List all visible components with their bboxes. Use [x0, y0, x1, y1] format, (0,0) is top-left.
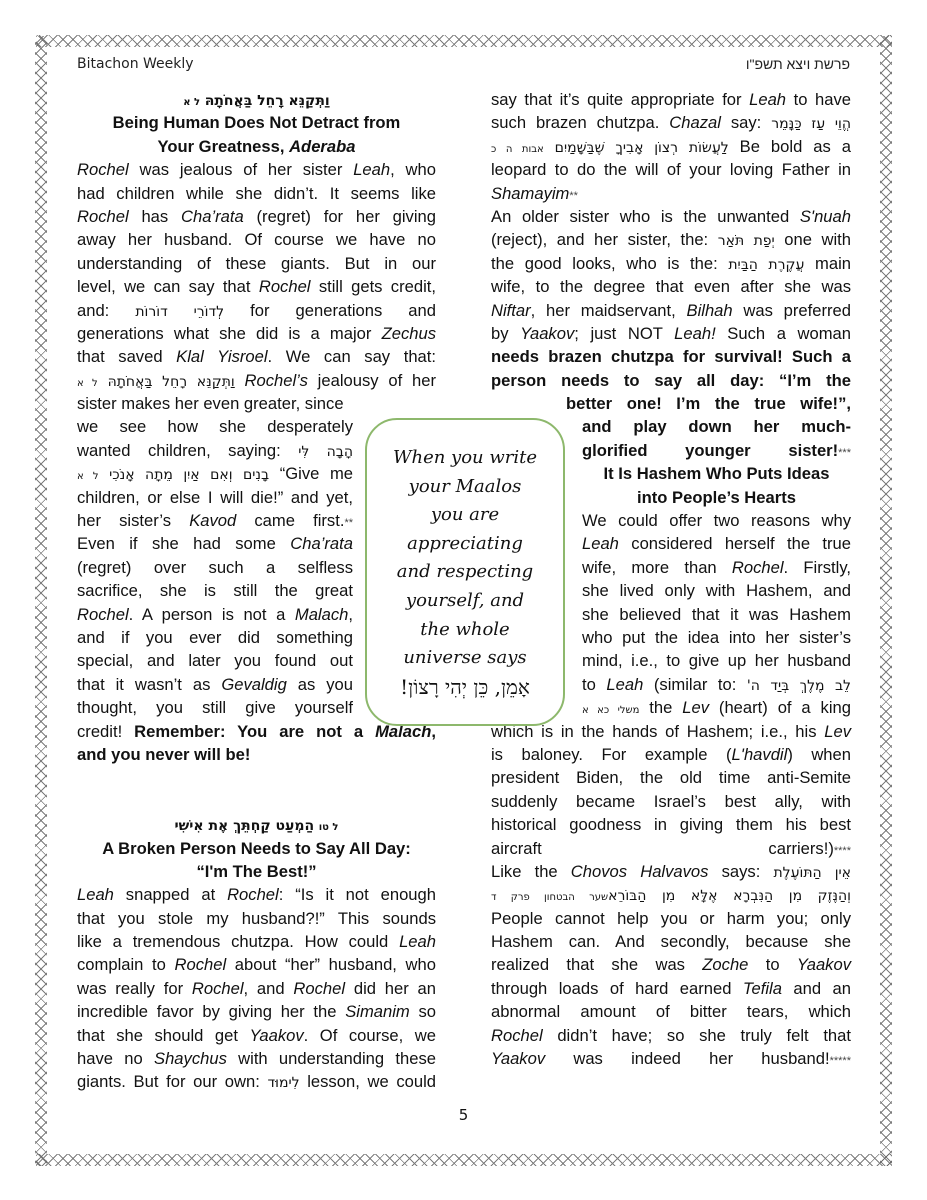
- paragraph-line: complain to Rochel about “her” husband, who: [77, 955, 436, 975]
- paragraph-line: that saved Klal Yisroel. We can say that:: [77, 347, 436, 367]
- paragraph-line: Leah snapped at Rochel: “Is it not enough: [77, 885, 436, 905]
- paragraph-line: who put the idea into her sister’s: [582, 627, 851, 647]
- paragraph-line: president Biden, the old time anti-Semite: [491, 768, 851, 788]
- paragraph-line: by Yaakov; just NOT Leah! Such a woman: [491, 323, 852, 343]
- paragraph-line: like a tremendous chutzpa. How could Leah: [77, 932, 436, 952]
- paragraph-line: mind, i.e., to give up her husband: [582, 651, 851, 671]
- paragraph-line: that it wasn’t as Gevaldig as you: [77, 674, 353, 694]
- paragraph-line: the good looks, who is the: עֲקֶרֶת הַבַּיִת main: [491, 253, 851, 273]
- paragraph-line: that she should get Yaakov. Of course, we: [77, 1025, 437, 1045]
- section-heading: Your Greatness, Aderaba: [157, 136, 356, 156]
- paragraph-line: children, or else I will die!” and yet,: [77, 487, 353, 507]
- paragraph-line: אבות ה כ לַעֲשׂוֹת רְצוֹן אָבִיךָ שֶׁבַּשָּׁמַיִם Be bold as a: [491, 136, 851, 156]
- paragraph-line: וְהַנֶּזֶק מִן הַנִּבְרָא אֶלָּא מִן הַבּוֹרֵאשער הבטחון פרק ד: [491, 888, 851, 905]
- paragraph-line: and if you ever did something: [77, 627, 353, 647]
- paragraph-line: Rochel has Cha’rata (regret) for her giving: [77, 206, 436, 226]
- paragraph-line: which is in the hands of Hashem; i.e., his Lev: [491, 721, 851, 741]
- paragraph-line: such brazen chutzpa. Chazal say: הֱוֵי עַז כַּנָּמֵר: [491, 113, 851, 133]
- paragraph-line: (reject), and her sister, the: יְפַת תֹּאַר one with: [491, 230, 851, 250]
- quote-line: your Maalos: [408, 475, 522, 497]
- quote-line: the whole: [420, 618, 510, 640]
- paragraph-line: is baloney. For example (L'havdil) when: [491, 744, 851, 764]
- paragraph-line: through loads of hard earned Tefila and an: [491, 978, 851, 998]
- paragraph-line: and: לְדוֹרֵי דוֹרוֹת for generations and: [77, 300, 436, 320]
- paragraph-line: understanding of these giants. But in our: [77, 253, 436, 273]
- quote-hebrew: אָמֵן, כֵּן יְהִי רָצוֹן!: [400, 674, 530, 699]
- section-heading: A Broken Person Needs to Say All Day:: [102, 838, 411, 858]
- paragraph-line: wife, to the degree that even after she was: [491, 277, 851, 297]
- quote-callout-box: [365, 418, 565, 726]
- paragraph-line: and you never will be!: [77, 744, 251, 764]
- paragraph-line: away her husband. Of course we have no: [77, 230, 436, 250]
- paragraph-line: People cannot help you or harm you; only: [491, 908, 851, 928]
- paragraph-line: Like the Chovos Halvavos says: אֵין הַתּוֹעֶלֶת: [491, 861, 851, 881]
- paragraph-line: Rochel. A person is not a Malach,: [77, 604, 353, 624]
- paragraph-line: An older sister who is the unwanted S'nuah: [491, 206, 851, 226]
- paragraph-line: giants. But for our own: לִימוּד lesson, we could: [77, 1072, 436, 1092]
- paragraph-line: level, we can say that Rochel still gets credit,: [77, 277, 436, 297]
- paragraph-line: Leah considered herself the true: [582, 534, 851, 554]
- page-border-right: [880, 36, 892, 1166]
- quote-line: yourself, and: [405, 589, 525, 611]
- paragraph-line: better one! I’m the true wife!”,: [566, 394, 851, 414]
- paragraph-line: משלי כא א the Lev (heart) of a king: [582, 698, 852, 718]
- paragraph-line: wife, more than Rochel. Firstly,: [582, 557, 851, 577]
- newsletter-title: Bitachon Weekly: [77, 56, 194, 72]
- paragraph-line: generations what she did is a major Zechus: [77, 323, 436, 343]
- paragraph-line: was really for Rochel, and Rochel did her an: [77, 978, 436, 998]
- quote-line: universe says: [403, 647, 527, 669]
- paragraph-line: Hashem can. And secondly, because she: [491, 932, 851, 952]
- section-heading: Being Human Does Not Detract from: [112, 113, 401, 133]
- paragraph-line: ל א וַתְּקַנֵּא רָחֵל בַּאֲחֹתָהּ Rochel’s jealousy of her: [77, 370, 436, 390]
- paragraph-line: Niftar, her maidservant, Bilhah was preferred: [491, 300, 852, 320]
- page-border-bottom: [36, 1154, 892, 1166]
- paragraph-line: realized that she was Zoche to Yaakov: [491, 955, 852, 975]
- paragraph-line: Rochel was jealous of her sister Leah, who: [77, 160, 436, 180]
- paragraph-line: she believed that it was Hashem: [582, 604, 851, 624]
- paragraph-line: abnormal amount of bitter tears, which: [491, 1002, 851, 1022]
- paragraph-line: sacrifice, she is still the great: [77, 581, 353, 601]
- section-heading: “I'm The Best!”: [196, 861, 317, 881]
- paragraph-line: we see how she desperately: [77, 417, 353, 437]
- paragraph-line: and play down her much-: [582, 417, 851, 437]
- paragraph-line: that you stole my husband?!” This sounds: [77, 908, 436, 928]
- paragraph-line: Rochel didn’t have; so she truly felt that: [491, 1025, 851, 1045]
- paragraph-line: incredible favor by giving her the Simanim so: [77, 1002, 436, 1022]
- paragraph-line: aircraft carriers!)****: [491, 838, 851, 858]
- paragraph-line: her sister’s Kavod came first.**: [77, 511, 353, 531]
- paragraph-line: Shamayim**: [491, 183, 578, 203]
- quote-line: appreciating: [407, 532, 523, 554]
- paragraph-line: (regret) over such a selfless: [77, 557, 353, 577]
- quote-line: When you write: [392, 447, 538, 468]
- paragraph-line: Even if she had some Cha’rata: [77, 534, 353, 554]
- paragraph-line: wanted children, saying: הָבָה לִּי: [77, 440, 353, 460]
- section-heading: into People’s Hearts: [637, 487, 796, 507]
- paragraph-line: sister makes her even greater, since: [77, 394, 344, 414]
- paragraph-line: person needs to say all day: “I’m the: [491, 370, 851, 390]
- parsha-title: פרשת ויצא תשפ"ו: [745, 56, 850, 72]
- paragraph-line: to Leah (similar to: לֵב מֶלֶךְ בְּיַד ה': [582, 674, 852, 694]
- paragraph-line: glorified younger sister!***: [582, 440, 851, 460]
- section-hebrew-heading: הַמְעַט קַחְתֵּךְ אֶת אִישִׁי ל טו: [174, 818, 339, 835]
- quote-line: and respecting: [396, 561, 534, 583]
- paragraph-line: historical goodness in giving them his best: [491, 815, 851, 835]
- page-border-left: [35, 36, 47, 1166]
- paragraph-line: thought, you still give yourself: [77, 698, 353, 718]
- section-heading: It Is Hashem Who Puts Ideas: [603, 464, 830, 484]
- quote-line: you are: [430, 504, 500, 526]
- paragraph-line: suddenly became Israel’s best ally, with: [491, 791, 851, 811]
- paragraph-line: have no Shaychus with understanding these: [77, 1049, 436, 1069]
- paragraph-line: special, and later you found out: [77, 651, 353, 671]
- paragraph-line: Yaakov was indeed her husband!*****: [491, 1049, 851, 1069]
- page-border-top: [36, 35, 892, 47]
- paragraph-line: she lived only with Hashem, and: [582, 581, 851, 601]
- paragraph-line: leopard to do the will of your loving Father in: [491, 160, 851, 180]
- paragraph-line: credit! Remember: You are not a Malach,: [77, 721, 436, 741]
- page-number: 5: [458, 1106, 469, 1124]
- section-hebrew-heading: וַתְּקַנֵּא רָחֵל בַּאֲחֹתָהּ ל א: [183, 93, 330, 109]
- paragraph-line: We could offer two reasons why: [582, 511, 851, 531]
- paragraph-line: had children while she didn’t. It seems like: [77, 183, 436, 203]
- paragraph-line: needs brazen chutzpa for survival! Such a: [491, 347, 851, 367]
- paragraph-line: ל א בָנִים וְאִם אַיִן מֵתָה אָנֹכִי “Give me: [77, 464, 353, 484]
- paragraph-line: say that it’s quite appropriate for Leah to have: [491, 90, 851, 109]
